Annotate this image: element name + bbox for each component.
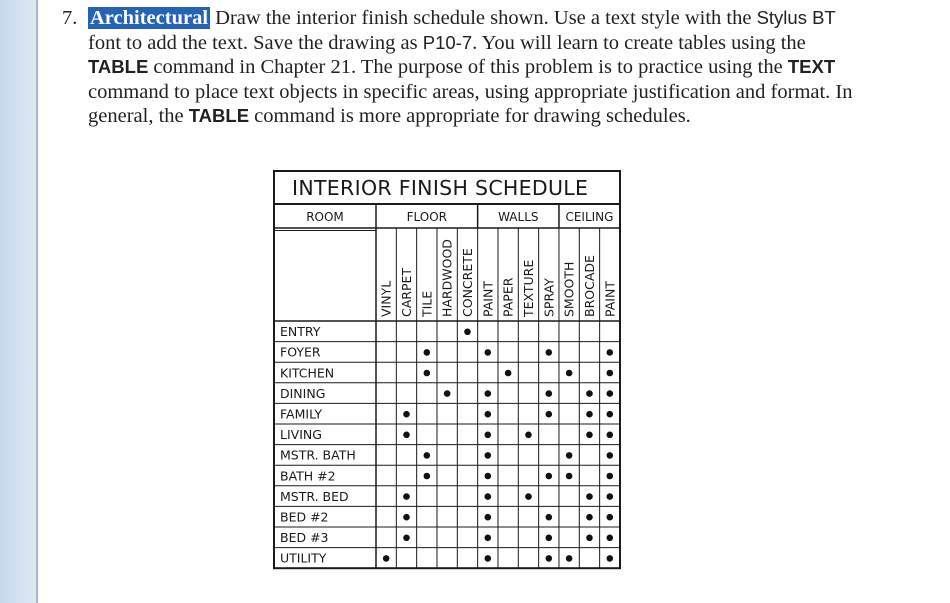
finish-mark: [586, 514, 593, 521]
command-table-2: TABLE: [188, 105, 250, 127]
column-header-6: PAPER: [500, 277, 516, 317]
room-name-0: ENTRY: [280, 324, 321, 340]
column-header-3: HARDWOOD: [439, 239, 455, 317]
problem-number: 7.: [62, 7, 78, 29]
file-name: P10-7: [422, 31, 473, 53]
group-header-floor: FLOOR: [406, 210, 448, 224]
finish-mark: [424, 370, 431, 377]
room-name-11: UTILITY: [280, 550, 327, 566]
finish-mark: [525, 493, 532, 500]
group-header-walls: WALLS: [498, 210, 539, 224]
text-run-3: . You will learn to create tables using the: [472, 31, 806, 54]
room-name-9: BED #2: [280, 509, 329, 525]
finish-mark: [546, 349, 553, 356]
finish-mark: [485, 473, 492, 480]
finish-mark: [383, 555, 390, 562]
text-run-2: font to add the text. Save the drawing as: [88, 31, 423, 54]
finish-mark: [606, 452, 613, 459]
finish-mark: [606, 535, 613, 542]
finish-mark: [444, 390, 451, 397]
finish-mark: [566, 452, 573, 459]
room-name-7: BATH #2: [280, 468, 336, 484]
finish-mark: [485, 452, 492, 459]
finish-mark: [485, 390, 492, 397]
text-run-6: command is more appropriate for drawing schedules.: [249, 105, 691, 128]
room-name-6: MSTR. BATH: [280, 447, 356, 463]
text-run-4: command in Chapter 21. The purpose of this problem is to practice using the: [148, 56, 788, 79]
column-header-8: SPRAY: [541, 278, 557, 317]
column-header-7: TEXTURE: [520, 259, 536, 317]
finish-mark: [606, 390, 613, 397]
column-header-4: CONCRETE: [459, 248, 475, 317]
room-name-8: MSTR. BED: [280, 488, 349, 504]
finish-mark: [485, 349, 492, 356]
finish-mark: [606, 349, 613, 356]
finish-mark: [586, 535, 593, 542]
finish-mark: [566, 370, 573, 377]
column-header-9: SMOOTH: [561, 261, 577, 317]
finish-mark: [403, 493, 410, 500]
command-table: TABLE: [88, 56, 149, 78]
problem-title-highlight[interactable]: Architectural: [90, 7, 209, 29]
room-name-3: DINING: [280, 385, 326, 401]
column-header-5: PAINT: [480, 281, 496, 317]
finish-mark: [546, 555, 553, 562]
finish-mark: [586, 432, 593, 439]
finish-mark: [586, 493, 593, 500]
finish-mark: [403, 411, 410, 418]
finish-mark: [546, 411, 553, 418]
finish-mark: [546, 514, 553, 521]
finish-mark: [586, 390, 593, 397]
finish-mark: [485, 555, 492, 562]
text-run-1: Draw the interior finish schedule shown. Use a text style with the: [210, 7, 757, 29]
finish-mark: [424, 473, 431, 480]
finish-mark: [606, 432, 613, 439]
finish-mark: [606, 555, 613, 562]
column-header-1: CARPET: [398, 267, 414, 317]
room-name-4: FAMILY: [280, 406, 323, 422]
finish-mark: [566, 555, 573, 562]
group-header-ceiling: CEILING: [565, 210, 614, 224]
finish-mark: [606, 473, 613, 480]
finish-mark: [485, 411, 492, 418]
finish-mark: [485, 432, 492, 439]
room-name-1: FOYER: [280, 344, 321, 360]
finish-mark: [606, 493, 613, 500]
finish-mark: [464, 329, 471, 336]
text-run-5: command to place text objects in specific areas, using appropriate justification and format. In general, the: [88, 80, 853, 128]
finish-mark: [606, 514, 613, 521]
finish-mark: [403, 432, 410, 439]
command-text: TEXT: [787, 56, 836, 78]
schedule-title: INTERIOR FINISH SCHEDULE: [292, 176, 589, 200]
finish-mark: [403, 535, 410, 542]
column-header-11: PAINT: [602, 281, 618, 317]
column-header-2: TILE: [419, 290, 435, 317]
finish-mark: [403, 514, 410, 521]
finish-mark: [424, 452, 431, 459]
room-name-2: KITCHEN: [280, 365, 335, 381]
column-header-10: BROCADE: [581, 255, 597, 317]
finish-mark: [606, 370, 613, 377]
room-name-5: LIVING: [280, 427, 322, 443]
column-header-0: VINYL: [378, 280, 394, 317]
finish-mark: [546, 473, 553, 480]
finish-mark: [485, 535, 492, 542]
finish-mark: [485, 493, 492, 500]
finish-mark: [546, 535, 553, 542]
font-name: Stylus BT: [756, 7, 836, 28]
finish-mark: [606, 411, 613, 418]
room-header: ROOM: [306, 210, 344, 224]
room-name-10: BED #3: [280, 530, 329, 546]
finish-mark: [485, 514, 492, 521]
finish-mark: [505, 370, 512, 377]
finish-mark: [586, 411, 593, 418]
finish-mark: [546, 390, 553, 397]
finish-mark: [566, 473, 573, 480]
finish-mark: [424, 349, 431, 356]
finish-mark: [525, 432, 532, 439]
